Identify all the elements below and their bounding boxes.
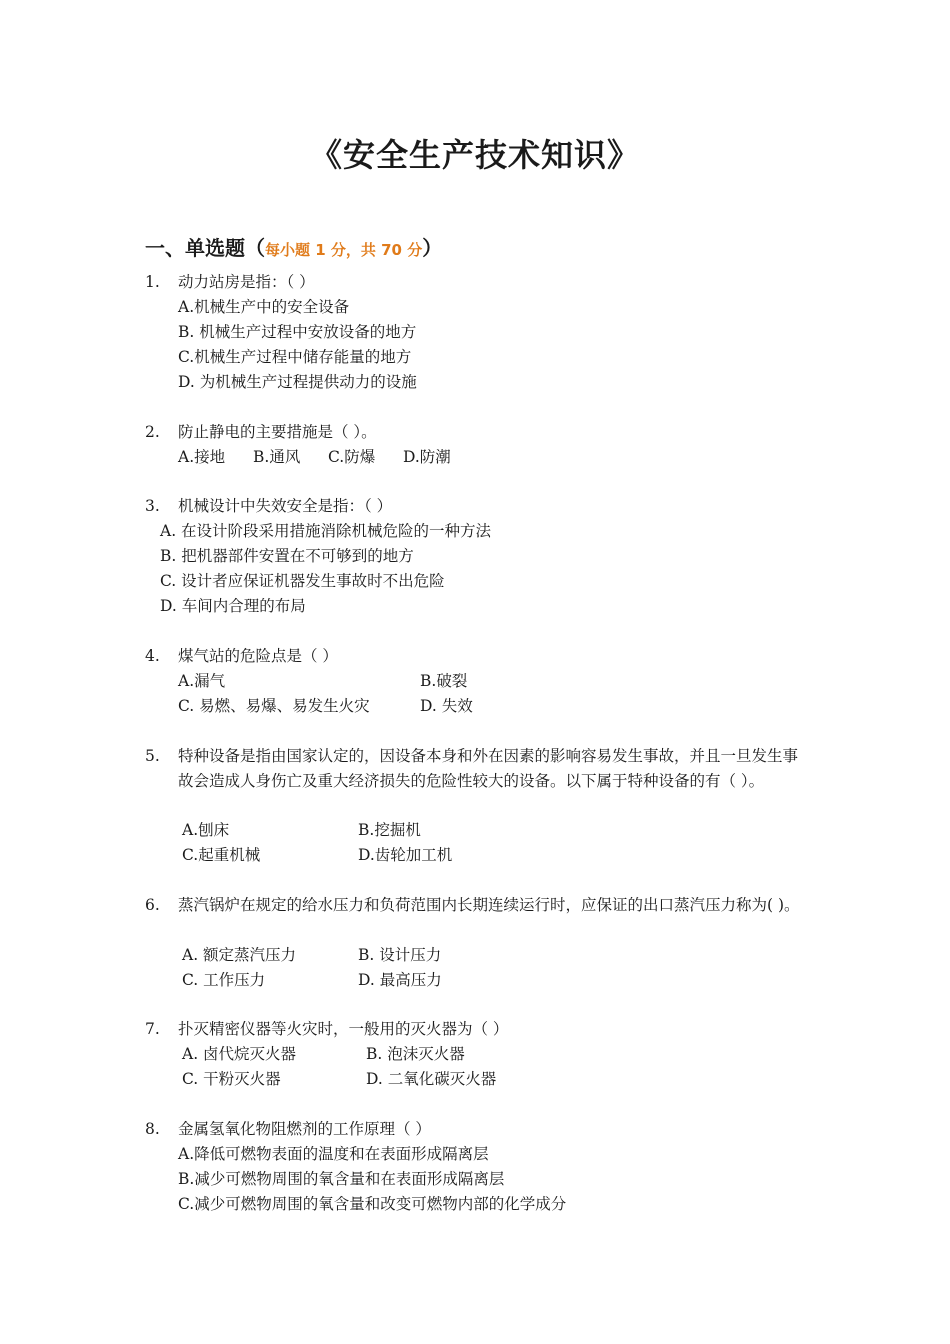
question-2 [145, 420, 810, 445]
question-6-option-a: A. 额定蒸汽压力 [182, 946, 297, 964]
question-1 [145, 270, 810, 295]
question-7-option-a: A. 卤代烷灭火器 [182, 1045, 297, 1063]
question-8-option-b: B.减少可燃物周围的氧含量和在表面形成隔离层 [178, 1170, 505, 1188]
question-stem: 煤气站的危险点是（ ） [178, 647, 338, 665]
question-number: 4. [145, 647, 160, 665]
question-5-option-b: B.挖掘机 [358, 821, 421, 839]
question-3-option-a: A. 在设计阶段采用措施消除机械危险的一种方法 [160, 522, 492, 540]
question-1-option-b: B. 机械生产过程中安放设备的地方 [178, 323, 417, 341]
question-number: 7. [145, 1020, 160, 1038]
question-4-option-b: B.破裂 [420, 672, 468, 690]
question-5 [145, 744, 810, 794]
section-close-paren: ） [422, 236, 443, 260]
section-title: 一、单选题 [145, 236, 245, 260]
question-2-option-b: B.通风 [253, 448, 301, 466]
question-1-option-c: C.机械生产过程中储存能量的地方 [178, 348, 412, 366]
question-7 [145, 1017, 810, 1042]
question-7-option-c: C. 干粉灭火器 [182, 1070, 281, 1088]
question-6-option-d: D. 最高压力 [358, 971, 442, 989]
question-8 [145, 1117, 810, 1142]
question-6-option-c: C. 工作压力 [182, 971, 266, 989]
question-2-option-d: D.防潮 [403, 448, 451, 466]
question-stem: 动力站房是指：（ ） [178, 273, 315, 291]
question-number: 3. [145, 497, 160, 515]
question-6-option-b: B. 设计压力 [358, 946, 442, 964]
question-3-option-b: B. 把机器部件安置在不可够到的地方 [160, 547, 414, 565]
question-1-option-a: A.机械生产中的安全设备 [178, 298, 350, 316]
question-4-option-c: C. 易燃、易爆、易发生火灾 [178, 697, 370, 715]
question-stem: 扑灭精密仪器等火灾时，一般用的灭火器为（ ） [178, 1020, 509, 1038]
question-3 [145, 494, 810, 519]
question-stem: 金属氢氧化物阻燃剂的工作原理（ ） [178, 1120, 431, 1138]
section-heading [145, 232, 442, 261]
question-7-option-b: B. 泡沫灭火器 [366, 1045, 465, 1063]
question-5-option-c: C.起重机械 [182, 846, 261, 864]
question-3-option-c: C. 设计者应保证机器发生事故时不出危险 [160, 572, 445, 590]
question-1-option-d: D. 为机械生产过程提供动力的设施 [178, 373, 417, 391]
question-4 [145, 644, 810, 669]
question-stem: 蒸汽锅炉在规定的给水压力和负荷范围内长期连续运行时，应保证的出口蒸汽压力称为( )。 [178, 896, 800, 914]
document-title: 《安全生产技术知识》 [309, 136, 640, 174]
question-stem: 防止静电的主要措施是（ ）。 [178, 423, 377, 441]
question-number: 5. [145, 747, 160, 765]
question-stem: 机械设计中失效安全是指：（ ） [178, 497, 393, 515]
question-5-option-d: D.齿轮加工机 [358, 846, 453, 864]
question-number: 1. [145, 273, 160, 291]
question-number: 6. [145, 896, 160, 914]
question-number: 2. [145, 423, 160, 441]
question-4-option-d: D. 失效 [420, 697, 473, 715]
question-3-option-d: D. 车间内合理的布局 [160, 597, 306, 615]
question-5-option-a: A.刨床 [182, 821, 230, 839]
question-8-option-a: A.降低可燃物表面的温度和在表面形成隔离层 [178, 1145, 489, 1163]
question-2-option-c: C.防爆 [328, 448, 376, 466]
question-6 [145, 893, 810, 918]
question-7-option-d: D. 二氧化碳灭火器 [366, 1070, 497, 1088]
question-4-option-a: A.漏气 [178, 672, 226, 690]
question-stem: 特种设备是指由国家认定的，因设备本身和外在因素的影响容易发生事故，并且一旦发生事故会造成人身伤亡及重大经济损失的危险性较大的设备。以下属于特种设备的有（ ）。 [178, 747, 799, 790]
section-score-note: 每小题 1 分，共 70 分 [265, 241, 423, 259]
section-open-paren: （ [245, 236, 265, 260]
question-2-option-a: A.接地 [178, 448, 226, 466]
question-8-option-c: C.减少可燃物周围的氧含量和改变可燃物内部的化学成分 [178, 1195, 567, 1213]
question-number: 8. [145, 1120, 160, 1138]
